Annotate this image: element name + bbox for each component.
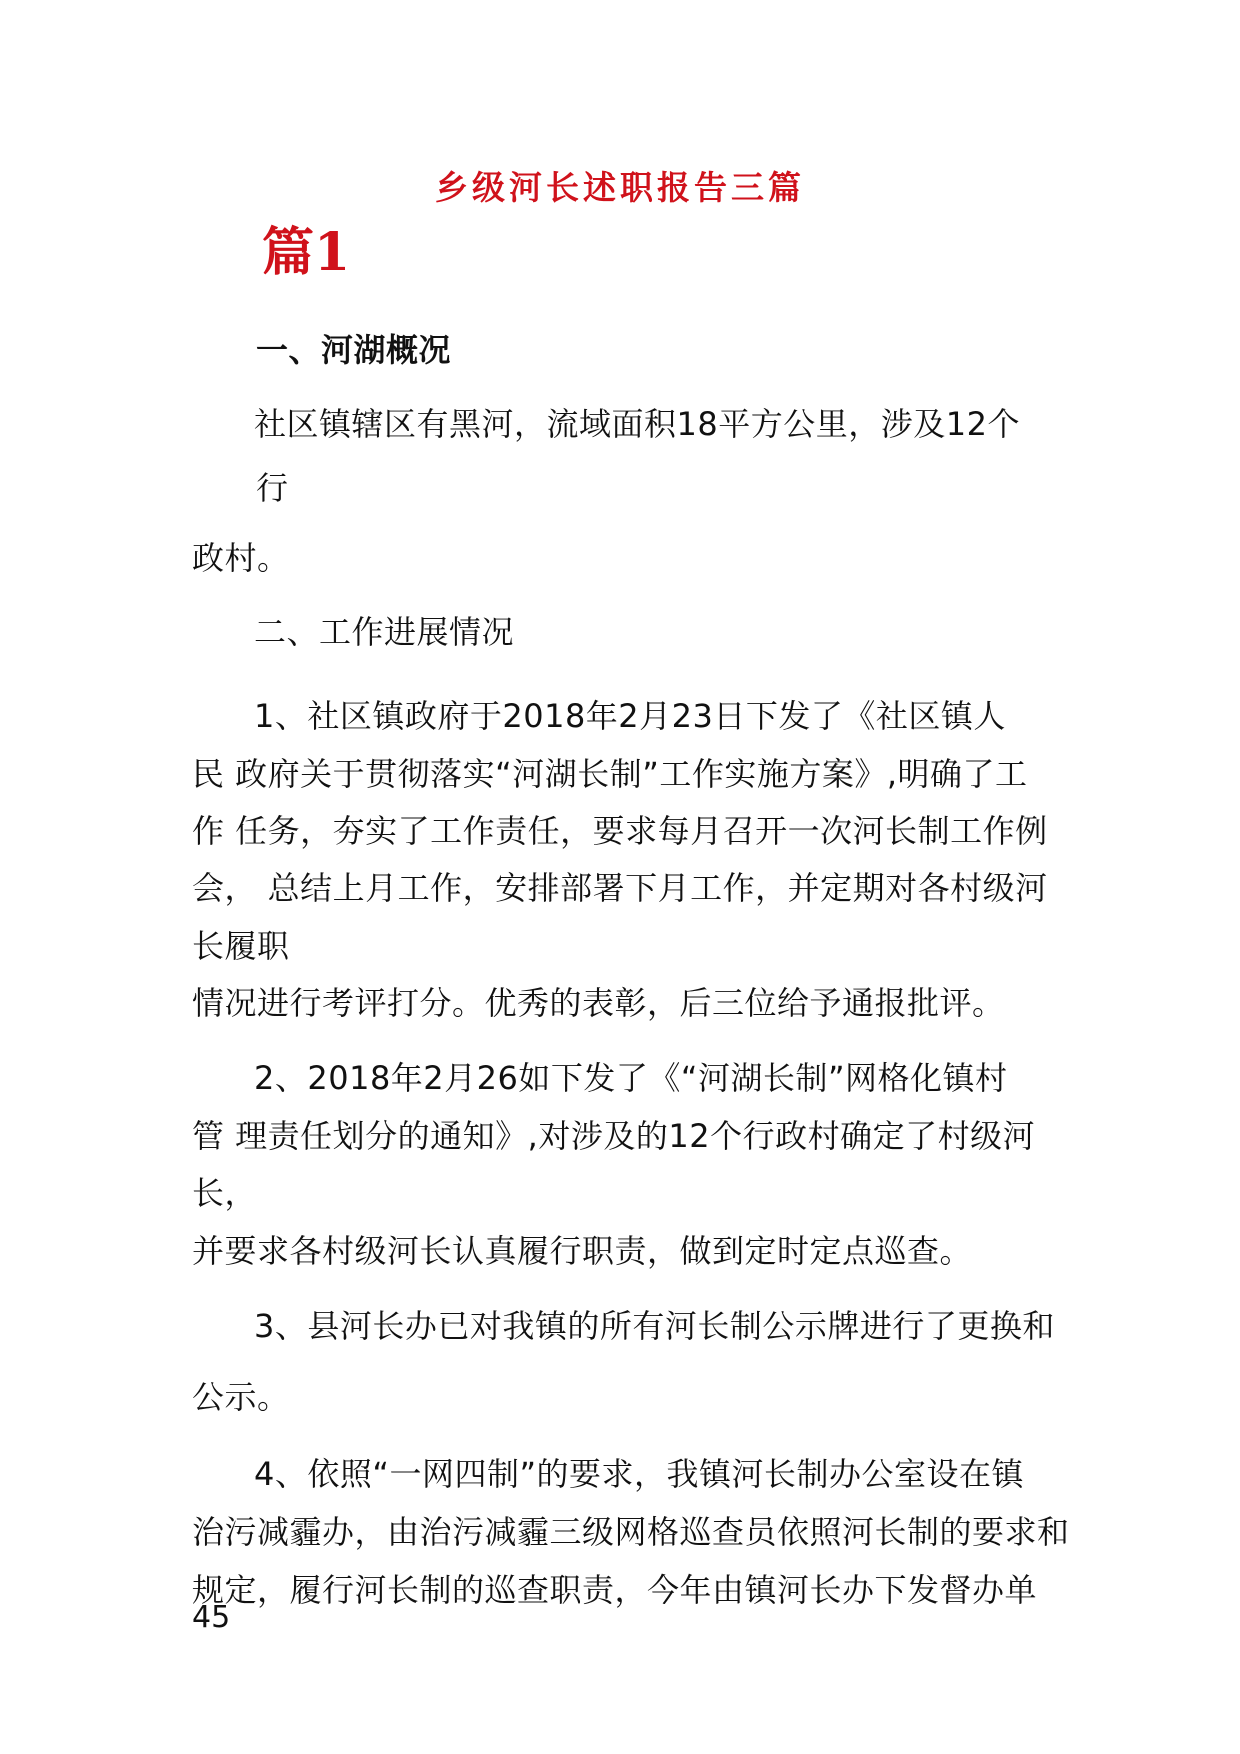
paragraph-line: 社区镇辖区有黑河，流域面积18平方公里，涉及12个: [254, 405, 1020, 443]
paragraph-line: 长履职: [192, 927, 290, 965]
paragraph-line: 会， 总结上月工作，安排部署下月工作，并定期对各村级河: [192, 869, 1048, 907]
paragraph-line: 4、依照“一网四制”的要求，我镇河长制办公室设在镇: [254, 1455, 1025, 1493]
paragraph-line: 规定，履行河长制的巡查职责，今年由镇河长办下发督办单: [192, 1571, 1038, 1609]
section-heading-overview: 一、河湖概况: [256, 331, 452, 369]
paragraph-line: 行: [256, 469, 289, 507]
paragraph-line: 治污减霾办，由治污减霾三级网格巡查员依照河长制的要求和: [192, 1513, 1070, 1551]
paragraph-line: 并要求各村级河长认真履行职责，做到定时定点巡查。: [192, 1232, 973, 1270]
chapter-heading: 篇1: [262, 222, 351, 283]
section-heading-progress: 二、工作进展情况: [254, 613, 515, 651]
paragraph-line: 公示。: [192, 1378, 290, 1416]
page-number: 45: [192, 1600, 231, 1635]
paragraph-line: 情况进行考评打分。优秀的表彰，后三位给予通报批评。: [192, 984, 1005, 1022]
paragraph-line: 政村。: [192, 539, 290, 577]
paragraph-line: 1、社区镇政府于2018年2月23日下发了《社区镇人: [254, 697, 1006, 735]
paragraph-line: 管 理责任划分的通知》,对涉及的12个行政村确定了村级河: [192, 1117, 1036, 1155]
paragraph-line: 长，: [192, 1174, 258, 1212]
paragraph-line: 3、县河长办已对我镇的所有河长制公示牌进行了更换和: [254, 1307, 1055, 1345]
paragraph-line: 民 政府关于贯彻落实“河湖长制”工作实施方案》,明确了工: [192, 755, 1028, 793]
paragraph-line: 2、2018年2月26如下发了《“河湖长制”网格化镇村: [254, 1059, 1008, 1097]
paragraph-line: 作 任务，夯实了工作责任，要求每月召开一次河长制工作例: [192, 812, 1048, 850]
document-title: 乡级河长述职报告三篇: [435, 168, 805, 207]
